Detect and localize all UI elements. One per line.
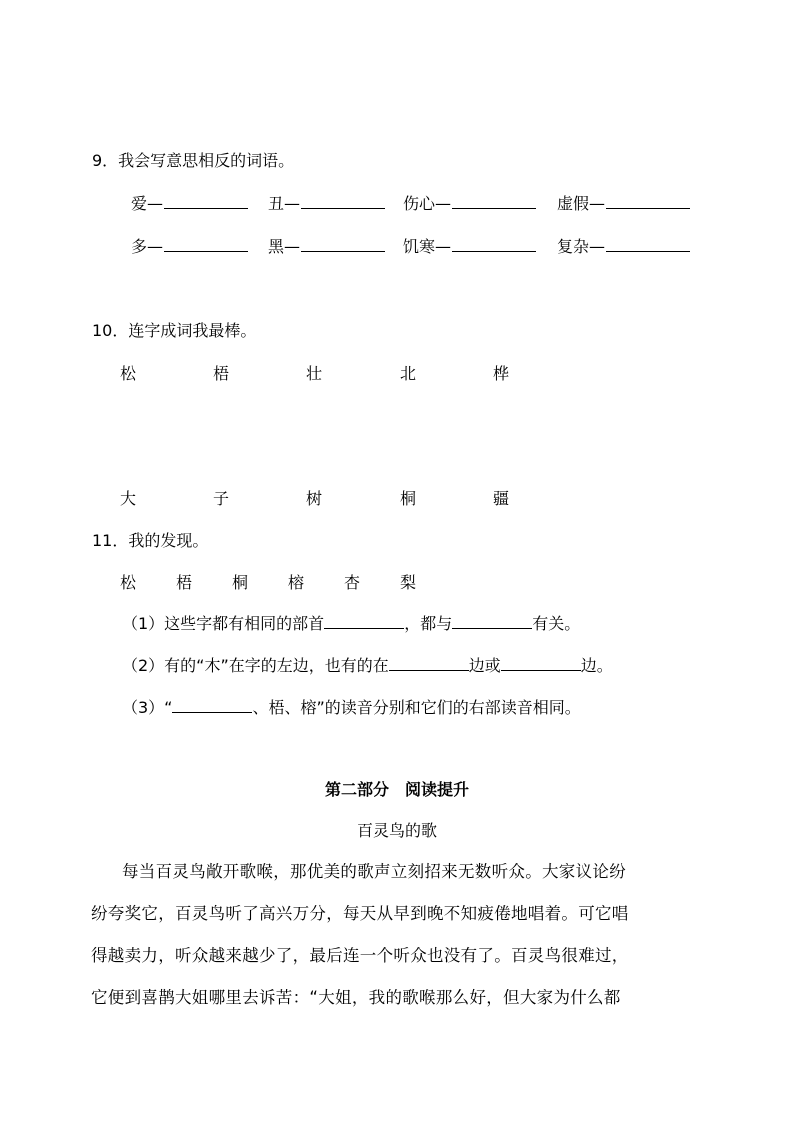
sub-question-1 [122,611,580,634]
sub-question-2 [122,653,613,676]
answer-blank[interactable] [452,194,536,209]
antonym-item [557,234,690,257]
answer-blank[interactable] [172,698,252,713]
antonym-prompt: 虚假— [557,194,606,213]
observe-char: 梨 [400,573,417,592]
antonym-item [268,191,385,214]
answer-blank[interactable] [501,656,581,671]
match-char-top[interactable]: 壮 [306,364,323,383]
answer-blank[interactable] [164,237,248,252]
answer-blank[interactable] [606,194,690,209]
sub-question-text: ，都与 [404,614,453,633]
match-char-bottom[interactable]: 子 [213,489,230,508]
antonym-prompt: 复杂— [557,237,606,256]
story-line: 它便到喜鹊大姐哪里去诉苦：“大姐，我的歌喉那么好，但大家为什么都 [91,988,621,1007]
sub-question-text: 边或 [468,656,501,675]
story-line: 每当百灵鸟敞开歌喉，那优美的歌声立刻招来无数听众。大家议论纷 [122,862,626,881]
question-11-title: 11．我的发现。 [92,531,209,550]
sub-question-3 [122,695,581,718]
sub-question-text: 边。 [580,656,613,675]
sub-question-text: （1）这些字都有相同的部首 [122,614,325,633]
antonym-prompt: 爱— [131,194,164,213]
antonym-item [131,234,248,257]
antonym-prompt: 丑— [268,194,301,213]
antonym-prompt: 伤心— [403,194,452,213]
answer-blank[interactable] [301,194,385,209]
antonym-prompt: 多— [131,237,164,256]
answer-blank[interactable] [324,614,404,629]
match-char-top[interactable]: 松 [120,364,137,383]
answer-blank[interactable] [452,614,532,629]
sub-question-text: 有关。 [532,614,581,633]
answer-blank[interactable] [389,656,469,671]
observe-char: 松 [120,573,137,592]
antonym-item [131,191,248,214]
section-heading: 第二部分 阅读提升 [324,780,469,799]
antonym-item [403,234,536,257]
observe-char: 杏 [344,573,361,592]
antonym-item [268,234,385,257]
match-char-top[interactable]: 桦 [493,364,510,383]
match-char-top[interactable]: 北 [400,364,417,383]
observe-char: 梧 [176,573,193,592]
antonym-item [403,191,536,214]
match-char-bottom[interactable]: 疆 [493,489,510,508]
match-char-top[interactable]: 梧 [213,364,230,383]
story-line: 得越卖力，听众越来越少了，最后连一个听众也没有了。百灵鸟很难过， [91,946,629,965]
story-line: 纷夸奖它，百灵鸟听了高兴万分，每天从早到晚不知疲倦地唱着。可它唱 [91,904,629,923]
story-title: 百灵鸟的歌 [356,821,437,840]
antonym-item [557,191,690,214]
answer-blank[interactable] [452,237,536,252]
antonym-prompt: 黑— [268,237,301,256]
match-char-bottom[interactable]: 大 [120,489,137,508]
sub-question-text: （2）有的“木”在字的左边，也有的在 [122,656,389,675]
match-char-bottom[interactable]: 树 [306,489,323,508]
question-9-title: 9．我会写意思相反的词语。 [92,151,295,170]
observe-char: 榕 [288,573,305,592]
answer-blank[interactable] [301,237,385,252]
sub-question-text: （3）“ [122,698,173,717]
answer-blank[interactable] [164,194,248,209]
observe-char: 桐 [232,573,249,592]
antonym-prompt: 饥寒— [403,237,452,256]
question-10-title: 10．连字成词我最棒。 [92,321,257,340]
answer-blank[interactable] [606,237,690,252]
match-char-bottom[interactable]: 桐 [400,489,417,508]
sub-question-text: 、梧、榕”的读音分别和它们的右部读音相同。 [252,698,581,717]
